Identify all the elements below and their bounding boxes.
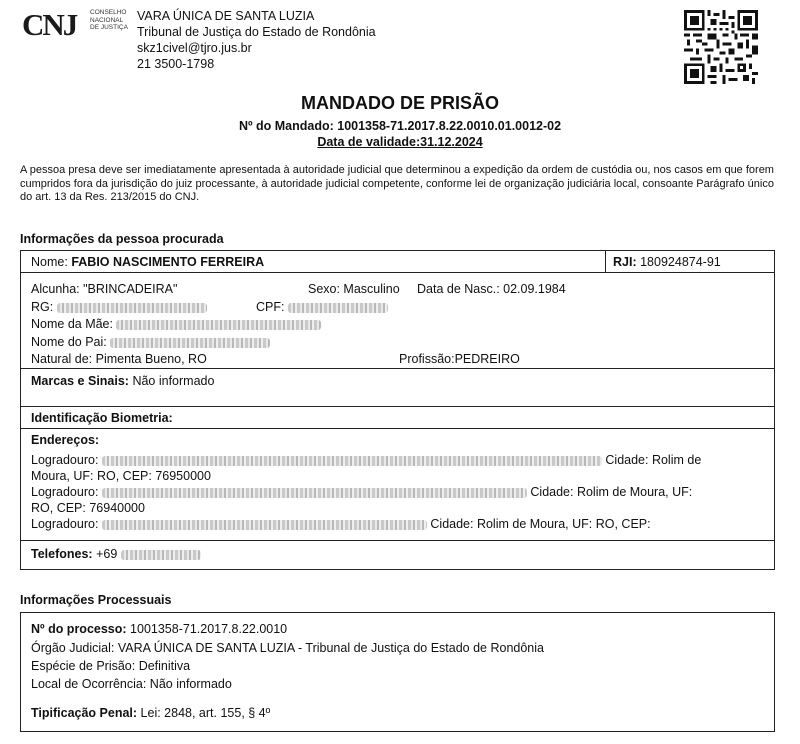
marks-field	[31, 374, 214, 388]
penal-classification-label: Tipificação Penal:	[31, 706, 138, 720]
mother-name-field	[31, 317, 321, 331]
logo-caption-line: DE JUSTIÇA	[90, 24, 128, 31]
court-name: VARA ÚNICA DE SANTA LUZIA	[137, 9, 315, 23]
validity-date: Data de validade:31.12.2024	[317, 135, 483, 149]
address-city: Cidade: Rolim de Moura, UF:	[530, 485, 693, 499]
addresses-label: Endereços:	[31, 433, 100, 447]
judicial-body: Órgão Judicial: VARA ÚNICA DE SANTA LUZIA - Tribunal de Justiça do Estado de Rondônia	[31, 641, 544, 655]
address-city: Cidade: Rolim de	[605, 453, 702, 467]
person-name: FABIO NASCIMENTO FERREIRA	[71, 255, 265, 269]
redacted-value	[102, 520, 427, 530]
cpf-field	[256, 300, 388, 314]
phones-row	[21, 541, 774, 569]
address-line	[31, 453, 701, 467]
sexo: Sexo: Masculino	[308, 282, 400, 296]
redacted-value	[121, 550, 201, 560]
address-continuation: Moura, UF: RO, CEP: 76950000	[31, 469, 211, 483]
redacted-value	[116, 320, 321, 330]
phones-label: Telefones:	[31, 547, 93, 561]
court-email: skz1civel@tjro.jus.br	[137, 41, 252, 55]
rg-field	[31, 300, 207, 314]
name-label: Nome:	[31, 255, 68, 269]
arrest-type: Espécie de Prisão: Definitiva	[31, 659, 191, 673]
logo-mark: CNJ	[22, 7, 77, 42]
address-continuation: RO, CEP: 76940000	[31, 501, 145, 515]
cpf-label: CPF:	[256, 300, 285, 314]
street-label: Logradouro:	[31, 485, 99, 499]
birthplace: Natural de: Pimenta Bueno, RO	[31, 352, 207, 366]
penal-classification: Lei: 2848, art. 155, § 4º	[140, 706, 271, 720]
street-label: Logradouro:	[31, 453, 99, 467]
marks-row	[21, 369, 774, 407]
intro-paragraph: A pessoa presa deve ser imediatamente apresentada à autoridade judicial que determinou a expedição da ordem de custódia ou, nos casos em que forem cumpridos fora da jurisdição do juiz processante, à autoridade judicial competente, conforme lei de organização judiciária local, consoante Parágrafo único do art. 13 da Res. 213/2015 do CNJ.	[20, 164, 774, 203]
address-line	[31, 485, 692, 499]
profession: Profissão:PEDREIRO	[399, 352, 520, 366]
logo-caption	[90, 9, 134, 32]
address-city: Cidade: Rolim de Moura, UF: RO, CEP:	[430, 517, 651, 531]
biometrics-row	[21, 407, 774, 429]
details-row	[21, 273, 774, 369]
redacted-value	[57, 303, 207, 313]
rg-label: RG:	[31, 300, 54, 314]
divider	[605, 251, 606, 272]
redacted-value	[102, 488, 527, 498]
process-number: 1001358-71.2017.8.22.0010	[130, 622, 288, 636]
address-line	[31, 517, 651, 531]
redacted-value	[102, 456, 602, 466]
process-number-field	[31, 622, 287, 636]
mother-label: Nome da Mãe:	[31, 317, 113, 331]
phones-field	[31, 547, 201, 561]
alcunha: Alcunha: "BRINCADEIRA"	[31, 282, 178, 296]
father-label: Nome do Pai:	[31, 335, 107, 349]
biometrics-label: Identificação Biometria:	[31, 411, 173, 425]
occurrence-location: Local de Ocorrência: Não informado	[31, 677, 232, 691]
birth-date: Data de Nasc.: 02.09.1984	[417, 282, 566, 296]
person-info-box	[20, 250, 775, 570]
logo-caption-line: NACIONAL	[90, 16, 124, 24]
marks-value: Não informado	[132, 374, 215, 388]
phone-prefix: +69	[96, 547, 118, 561]
redacted-value	[288, 303, 388, 313]
rji-label: RJI:	[613, 255, 637, 269]
qr-code-icon	[684, 10, 758, 84]
redacted-value	[110, 338, 270, 348]
name-field	[31, 255, 264, 269]
penal-classification-field	[31, 706, 270, 720]
cnj-logo	[22, 8, 92, 44]
logo-caption-line: CONSELHO	[90, 9, 127, 16]
marks-label: Marcas e Sinais:	[31, 374, 129, 388]
process-number-label: Nº do processo:	[31, 622, 127, 636]
addresses-row	[21, 429, 774, 541]
name-row	[21, 251, 774, 273]
rji-field	[613, 255, 721, 269]
document-title: MANDADO DE PRISÃO	[300, 93, 499, 113]
tribunal-name: Tribunal de Justiça do Estado de Rondônia	[137, 25, 376, 39]
street-label: Logradouro:	[31, 517, 99, 531]
father-name-field	[31, 335, 270, 349]
court-phone: 21 3500-1798	[137, 57, 215, 71]
process-info-box	[20, 612, 775, 732]
process-section-title: Informações Processuais	[20, 593, 172, 607]
warrant-number: Nº do Mandado: 1001358-71.2017.8.22.0010.01.0012-02	[238, 119, 562, 133]
person-section-title: Informações da pessoa procurada	[20, 232, 224, 246]
court-header	[137, 8, 376, 72]
rji-value: 180924874-91	[640, 255, 721, 269]
